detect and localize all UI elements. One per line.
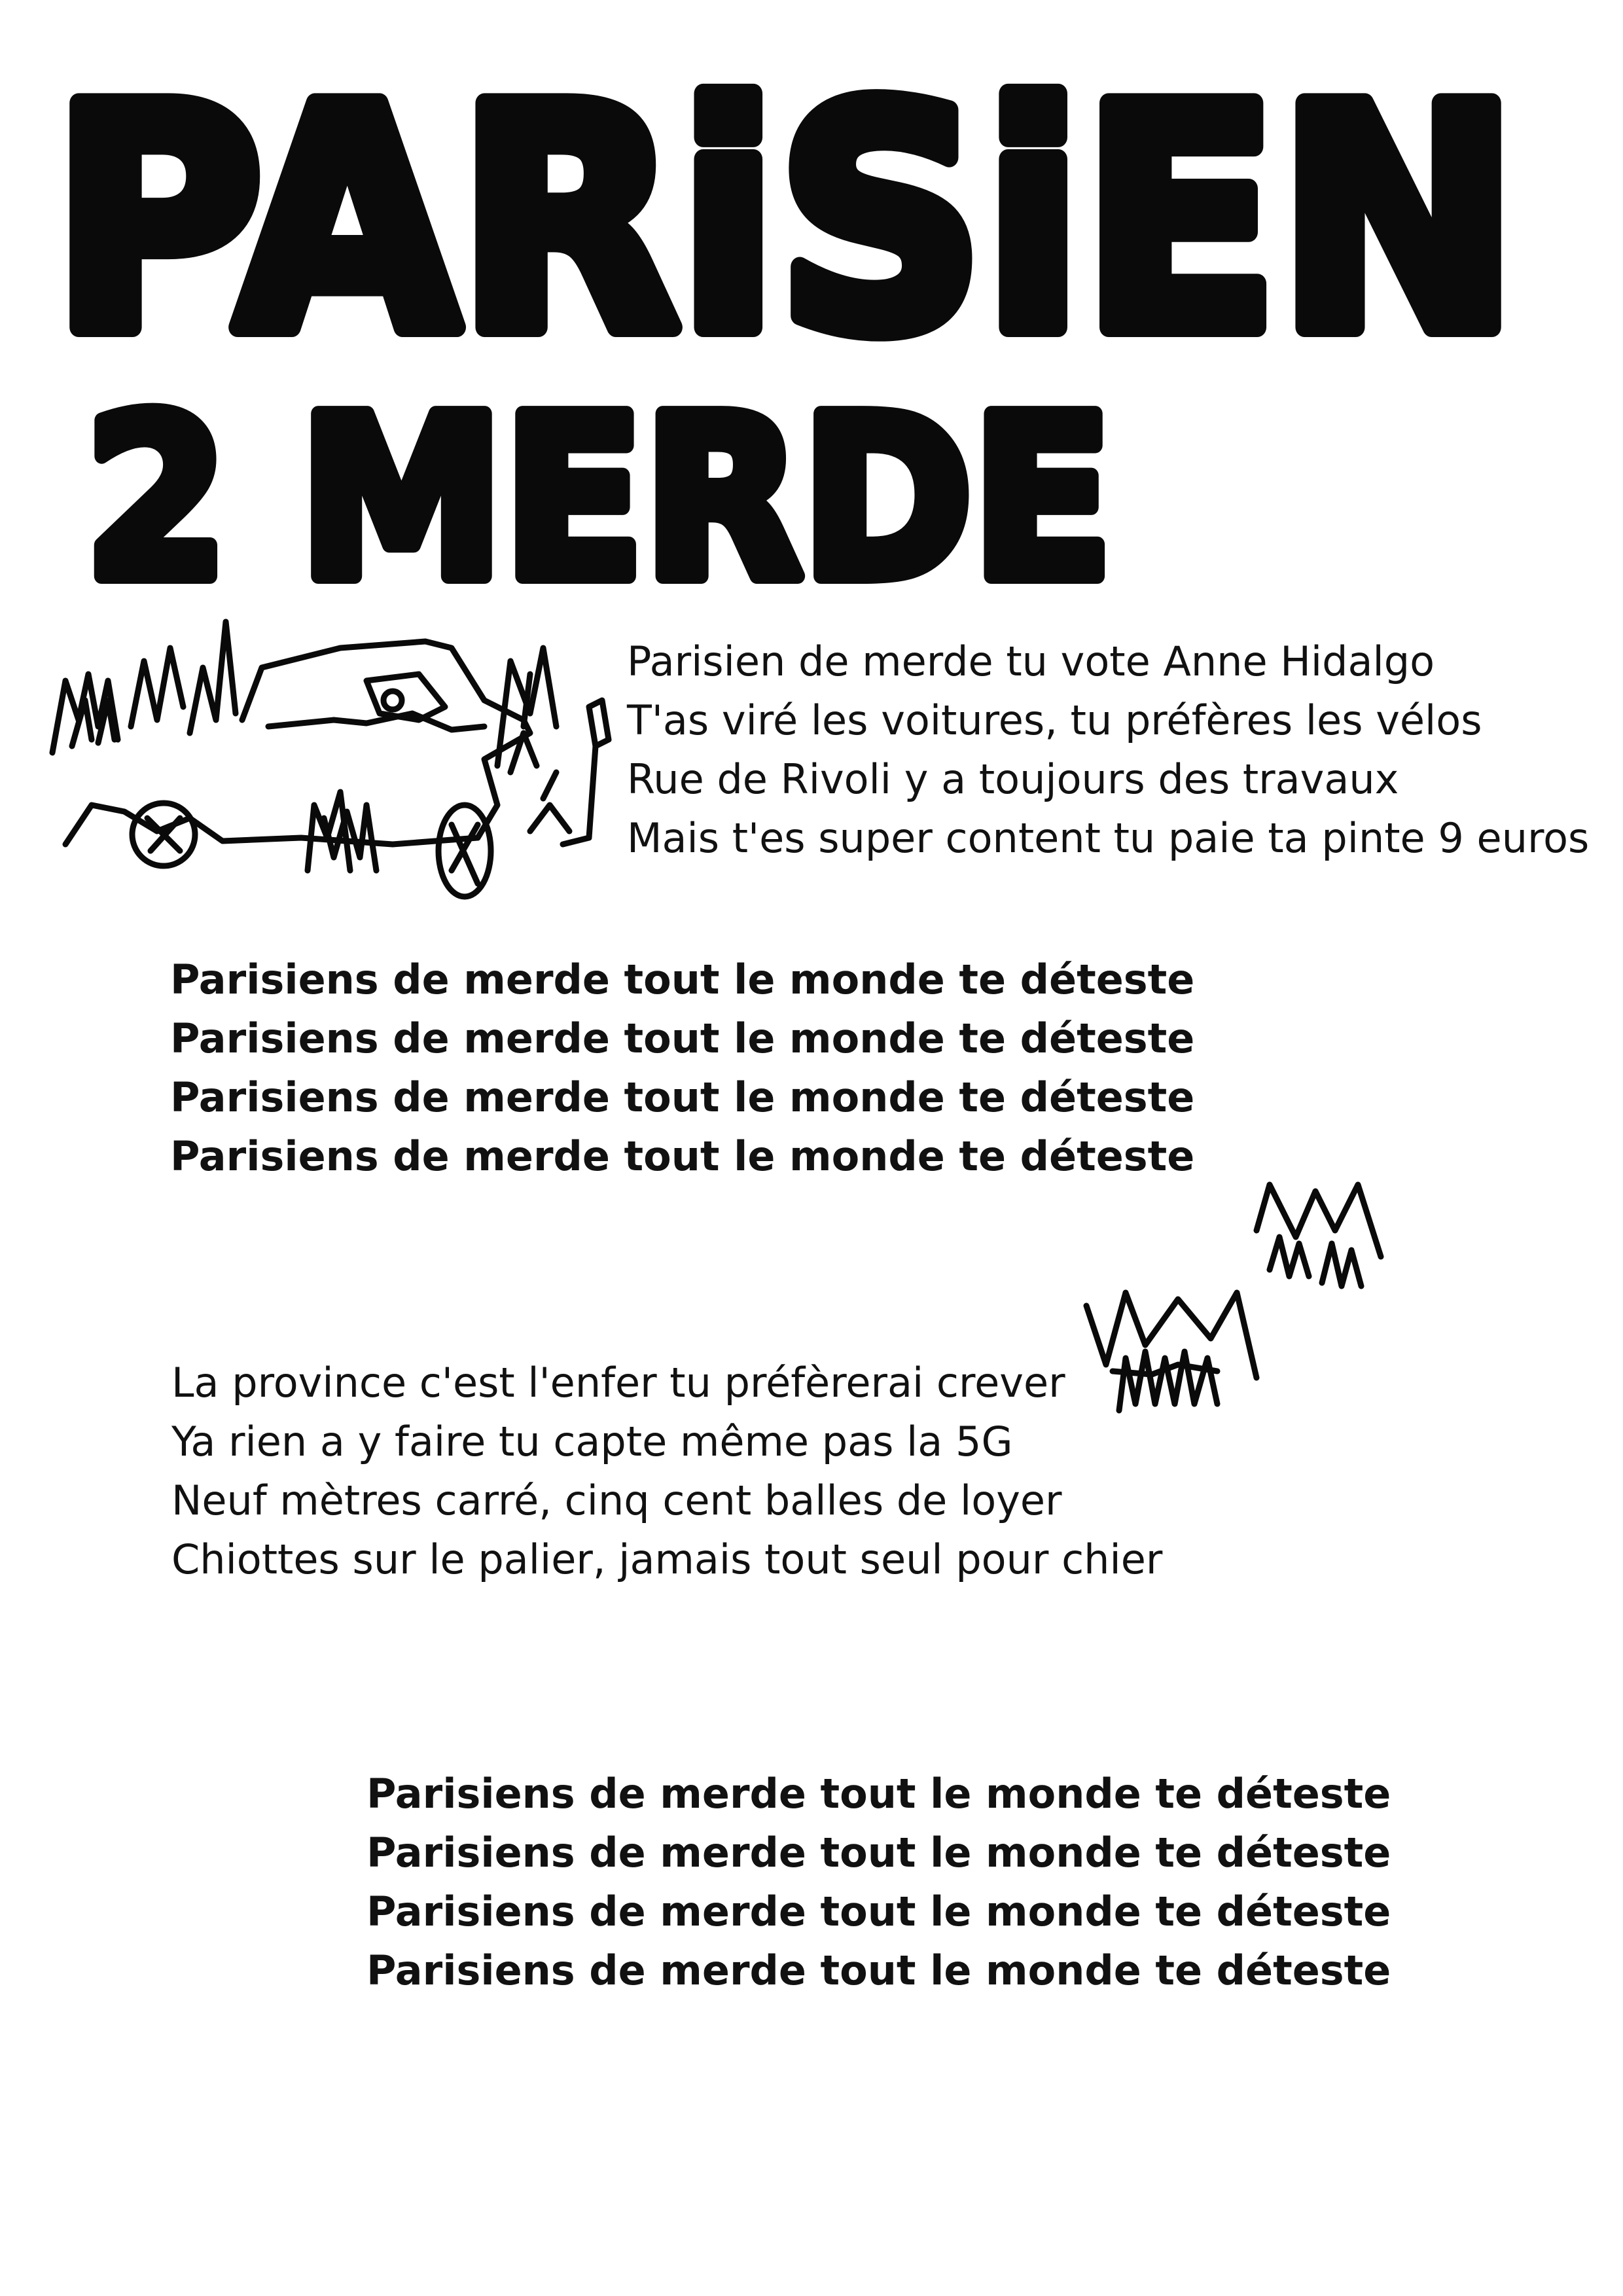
chorus-line: Parisiens de merde tout le monde te déteste	[170, 1014, 1195, 1062]
lyric-line: Ya rien a y faire tu capte même pas la 5G	[171, 1418, 1013, 1465]
car-roof-line	[268, 713, 484, 730]
car-wheel-spoke	[147, 818, 180, 851]
car-body	[65, 641, 530, 844]
verse-2	[171, 1354, 1162, 1589]
chorus-line: Parisiens de merde tout le monde te déteste	[170, 956, 1195, 1003]
chorus-1	[170, 950, 1194, 1186]
title-line-2	[0, 370, 1623, 629]
grass-stroke	[131, 648, 183, 726]
car-wheel-spoke	[452, 825, 478, 884]
grass-stroke	[1270, 1237, 1309, 1276]
chorus-2	[366, 1765, 1391, 2000]
chorus-line: Parisiens de merde tout le monde te déteste	[366, 1946, 1391, 1994]
car-handle	[383, 691, 402, 709]
car-drawing	[26, 609, 615, 910]
lyric-line: Parisien de merde tu vote Anne Hidalgo	[627, 637, 1435, 685]
verse-1	[627, 632, 1589, 868]
title-2-merde: 2 MERDE	[85, 370, 1113, 629]
lyric-line: Rue de Rivoli y a toujours des travaux	[627, 755, 1399, 803]
chorus-line: Parisiens de merde tout le monde te déteste	[170, 1132, 1195, 1180]
grass-stroke	[1322, 1244, 1361, 1286]
chorus-line: Parisiens de merde tout le monde te déteste	[366, 1888, 1391, 1935]
lyric-line: Neuf mètres carré, cinq cent balles de loyer	[171, 1477, 1062, 1524]
chorus-line: Parisiens de merde tout le monde te déteste	[170, 1073, 1195, 1121]
lyric-line: T'as viré les voitures, tu préfères les vélos	[627, 696, 1482, 744]
chorus-line: Parisiens de merde tout le monde te déteste	[366, 1770, 1391, 1818]
grass-stroke	[530, 772, 569, 831]
title-line-1	[0, 42, 1623, 400]
car-back-detail	[563, 700, 609, 844]
grass-stroke	[190, 622, 236, 733]
title-parisien: PARiSiEN	[52, 42, 1518, 400]
chorus-line: Parisiens de merde tout le monde te déteste	[366, 1829, 1391, 1876]
lyric-line: Chiottes sur le palier, jamais tout seul pour chier	[171, 1535, 1163, 1583]
lyric-line: Mais t'es super content tu paie ta pinte 9 euros	[627, 814, 1590, 862]
lyric-line: La province c'est l'enfer tu préfèrerai crever	[171, 1359, 1065, 1407]
